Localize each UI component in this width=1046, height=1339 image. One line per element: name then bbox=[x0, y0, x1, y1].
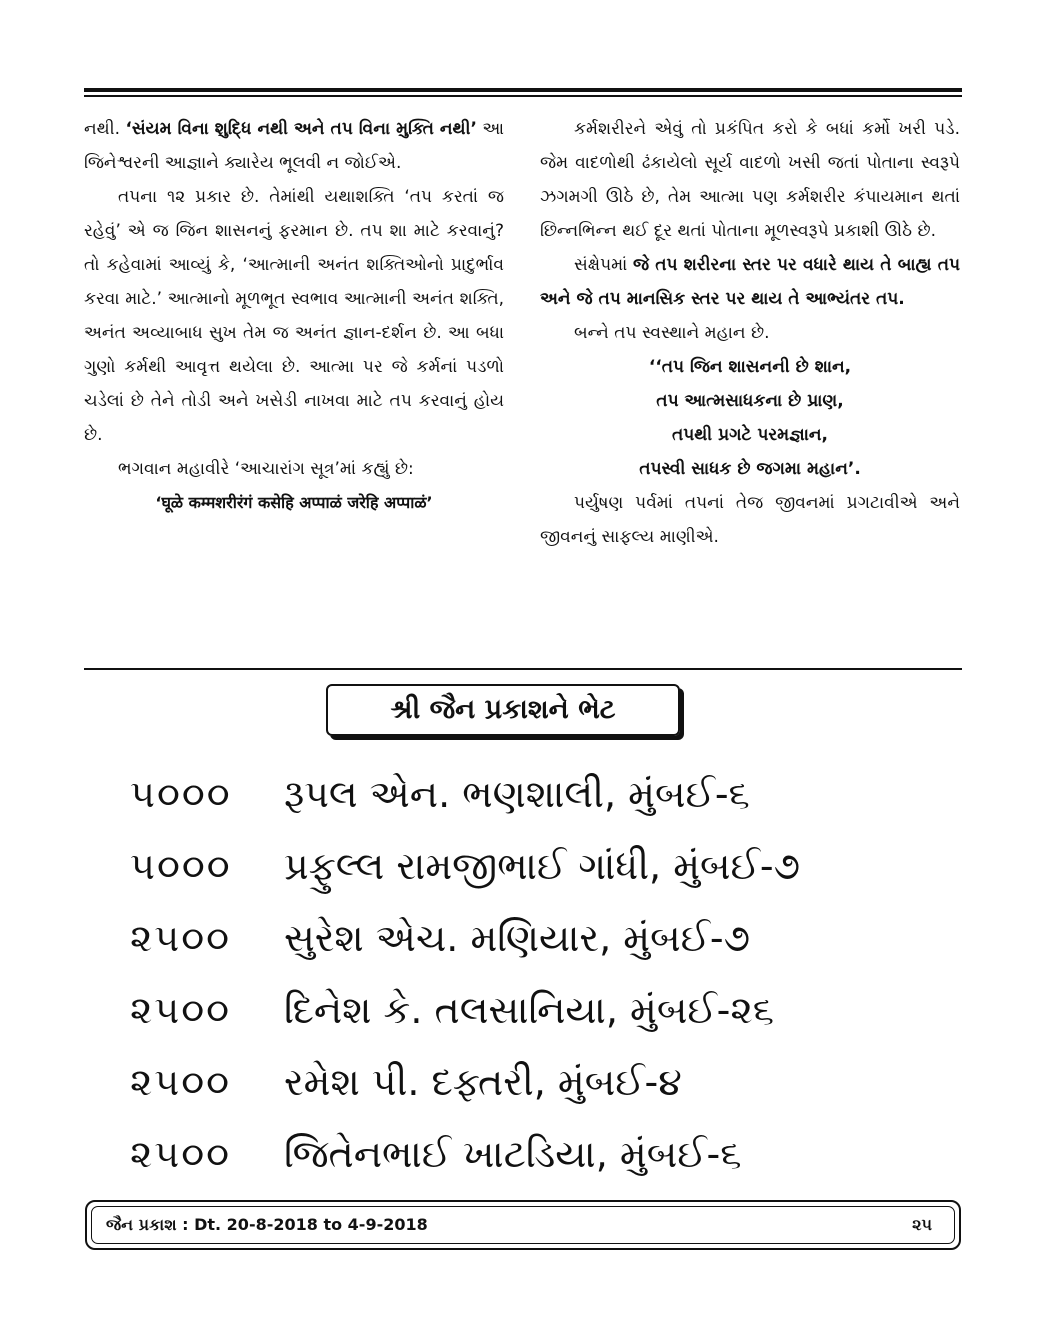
right-paragraph-2 bbox=[540, 248, 960, 316]
left-paragraph-1 bbox=[84, 112, 504, 180]
donor-list bbox=[130, 758, 950, 1190]
donor-name: રમેશ પી. દફ્તરી, મુંબઈ-૪ bbox=[284, 1059, 682, 1104]
left-paragraph-2: તપના ૧૨ પ્રકાર છે. તેમાંથી યથાશક્તિ ‘તપ કરતાં જ રહેવું’ એ જ જિન શાસનનું ફરમાન છે. તપ શા માટે કરવાનું? તો કહેવામાં આવ્યું કે, ‘આત્માની અનંત શક્તિઓનો પ્રાદુર્ભાવ કરવા માટે.’ આત્માનો મૂળભૂત સ્વભાવ આત્માની અનંત શક્તિ, અનંત અવ્યાબાધ સુખ તેમ જ અનંત જ્ઞાન-દર્શન છે. આ બધા ગુણો કર્મથી આવૃત્ત થયેલા છે. આત્મા પર જે કર્મનાં પડળો ચડેલાં છે તેને તોડી અને ખસેડી નાખવા માટે તપ કરવાનું હોય છે. bbox=[84, 187, 504, 445]
donor-amount: ૨૫૦૦ bbox=[130, 915, 232, 960]
right-p2-start: સંક્ષેપમાં bbox=[574, 255, 633, 275]
donor-name: પ્રફુલ્લ રામજીભાઈ ગાંધી, મુંબઈ-૭ bbox=[284, 843, 801, 888]
gift-title: શ્રી જૈન પ્રકાશને ભેટ bbox=[390, 694, 616, 725]
header-rule-thin bbox=[84, 95, 962, 97]
poem-line: તપથી પ્રગટે પરમજ્ઞાન, bbox=[671, 425, 829, 445]
left-paragraph-3: ભગવાન મહાવીરે ‘આચારાંગ સૂત્ર’માં કહ્યું છે: bbox=[118, 459, 414, 479]
donor-amount: ૫૦૦૦ bbox=[130, 771, 232, 816]
donor-name: સુરેશ એચ. મણિયાર, મુંબઈ-૭ bbox=[284, 915, 751, 960]
donor-row bbox=[130, 902, 950, 974]
footer-inner-frame bbox=[91, 1206, 955, 1244]
donor-name: રૂપલ એન. ભણશાલી, મુંબઈ-૬ bbox=[284, 771, 750, 816]
donor-name: દિનેશ કે. તલસાનિયા, મુંબઈ-૨૬ bbox=[284, 987, 774, 1032]
header-rule-thick bbox=[84, 88, 962, 92]
donor-amount: ૨૫૦૦ bbox=[130, 987, 232, 1032]
left-p1-start: નથી. bbox=[84, 119, 126, 139]
poem-line: તપ આત્મસાધકના છે પ્રાણ, bbox=[656, 391, 844, 411]
gift-title-box bbox=[326, 684, 680, 736]
right-paragraph-3: બન્ને તપ સ્વસ્થાને મહાન છે. bbox=[574, 323, 770, 343]
poem-line: ‘‘તપ જિન શાસનની છે શાન, bbox=[648, 357, 852, 377]
section-divider bbox=[84, 668, 962, 670]
donor-row bbox=[130, 1118, 950, 1190]
donor-row bbox=[130, 758, 950, 830]
right-p2-bold: જે તપ શરીરના સ્તર પર વધારે થાય તે બાહ્ય તપ અને જે તપ માનસિક સ્તર પર થાય તે આભ્યંતર તપ. bbox=[540, 255, 961, 309]
left-p1-bold: ‘સંયમ વિના શુદ્ધિ નથી અને તપ વિના મુક્તિ નથી’ bbox=[125, 119, 477, 139]
agam-quote: ‘घूळे कम्मशरीरंगं कसेहि अप्पाळं जरेहि अप्पाळं’ bbox=[155, 493, 433, 512]
page-footer bbox=[85, 1200, 961, 1250]
donor-amount: ૨૫૦૦ bbox=[130, 1059, 232, 1104]
donor-row bbox=[130, 830, 950, 902]
right-paragraph-1: કર્મશરીરને એવું તો પ્રકંપિત કરો કે બધાં કર્મો ખરી પડે. જેમ વાદળોથી ઢંકાયેલો સૂર્ય વાદળો ખસી જતાં પોતાના સ્વરૂપે ઝગમગી ઊઠે છે, તેમ આત્મા પણ કર્મશરીર કંપાયમાન થતાં છિન્નભિન્ન થઈ દૂર થતાં પોતાના મૂળસ્વરૂપે પ્રકાશી ઊઠે છે. bbox=[540, 119, 960, 241]
right-paragraph-4: પર્યુષણ પર્વમાં તપનાં તેજ જીવનમાં પ્રગટાવીએ અને જીવનનું સાફલ્ય માણીએ. bbox=[540, 493, 960, 547]
donor-amount: ૨૫૦૦ bbox=[130, 1131, 232, 1176]
article-columns bbox=[84, 112, 962, 657]
donor-row bbox=[130, 1046, 950, 1118]
article-left-column bbox=[84, 112, 504, 520]
poem-line: તપસ્વી સાધક છે જગમા મહાન’. bbox=[639, 459, 861, 479]
donor-row bbox=[130, 974, 950, 1046]
left-p1-end: આ જિનેશ્વરની આજ્ઞાને ક્યારેય ભૂલવી ન જોઈએ. bbox=[84, 119, 505, 173]
donor-name: જિતેનભાઈ ખાટડિયા, મુંબઈ-૬ bbox=[284, 1131, 742, 1176]
footer-title: જૈન પ્રકાશ : Dt. 20-8-2018 to 4-9-2018 bbox=[106, 1215, 428, 1234]
donor-amount: ૫૦૦૦ bbox=[130, 843, 232, 888]
page-number: ૨૫ bbox=[912, 1215, 932, 1234]
article-right-column bbox=[540, 112, 960, 554]
